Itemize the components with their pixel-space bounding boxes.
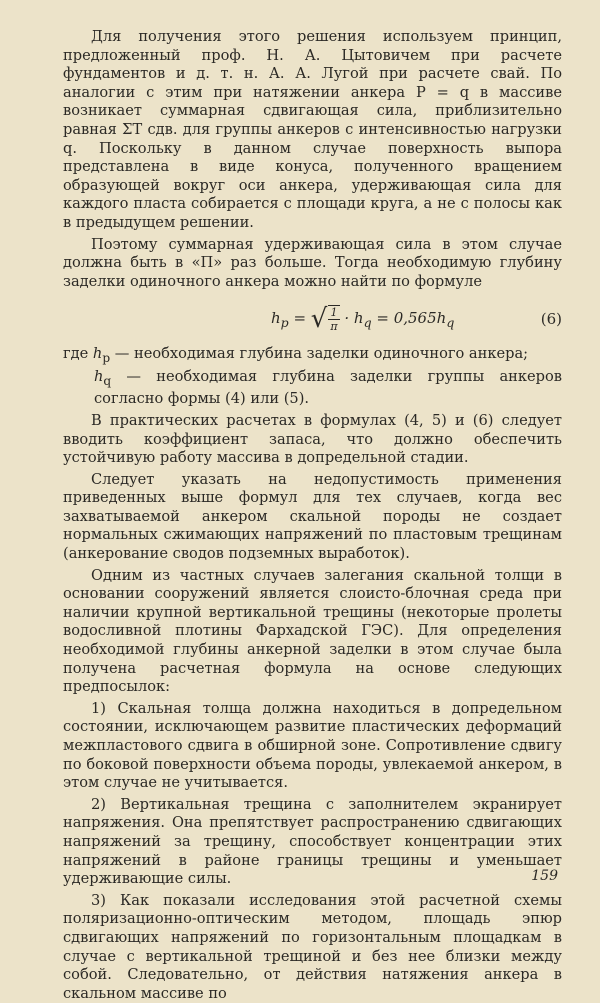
definition-1-symbol: h [92, 345, 103, 363]
paragraph-6: 1) Скальная толща должна находиться в допредельном состоянии, исключающем развитие пластических деформаций межпластового сдвига в обширной зоне. Сопротивление сдвигу по боковой поверхности объема породы, увлекаемой анкером, в этом случае не учитывается. [63, 699, 562, 792]
paragraph-2: Поэтому суммарная удерживающая сила в этом случае должна быть в «П» раз больше. Тогда необходимую глубину заделки одиночного анкера можно найти по формуле [63, 235, 562, 290]
paragraph-5: Одним из частных случаев залегания скальной толщи в основании сооружений является слоисто-блочная среда при наличии крупной вертикальной трещины (некоторые пролеты водосливной плотины Фархадской ГЭС). Для определения необходимой глубины анкерной заделки в этом случае была получена расчетная формула на основе следующих предпосылок: [63, 566, 562, 696]
page-number: 159 [531, 868, 558, 885]
definition-2-sub: q [103, 373, 112, 388]
paragraph-1: Для получения этого решения используем принцип, предложенный проф. Н. А. Цытовичем при расчете фундаментов и д. т. н. А. А. Лугой при расчете свай. По аналогии с этим при натяжении анкера P = q в массиве возникает суммарная сдвигающая сила, приблизительно равная ΣT сдв. для группы анкеров с интенсивностью нагрузки q. Поскольку в данном случае поверхность выпора представлена в виде конуса, полученного вращением образующей вокруг оси анкера, удерживающая сила для каждого пласта собирается с площади круга, а не с полосы как в предыдущем решении. [63, 28, 562, 231]
paragraph-3: В практических расчетах в формулах (4, 5) и (6) следует вводить коэффициент запаса, что должно обеспечить устойчивую работу массива в допредельной стадии. [63, 411, 562, 467]
formula-expression [271, 305, 454, 333]
definition-1 [63, 345, 562, 368]
formula-6 [63, 299, 562, 339]
formula-equals: = [288, 309, 311, 328]
formula-middle-sub: q [363, 315, 372, 331]
definition-2 [63, 368, 562, 409]
formula-rhs: = 0,565h [371, 309, 447, 328]
formula-middle: · h [339, 309, 364, 328]
definition-1-text: — необходимая глубина заделки одиночного анкера; [110, 345, 529, 363]
definition-2-symbol: h [94, 367, 104, 385]
sqrt-sign: √ [310, 304, 328, 335]
formula-rhs-sub: q [446, 315, 455, 331]
paragraph-7: 2) Вертикальная трещина с заполнителем экранирует напряжения. Она препятствует распространению сдвигающих напряжений за трещину, способствует концентрации этих напряжений в районе границы трещины и уменьшает удерживающие силы. [63, 795, 562, 888]
formula-number: (6) [540, 310, 562, 329]
formula-fraction [328, 305, 339, 333]
definition-1-sub: p [102, 351, 111, 366]
paragraph-8: 3) Как показали исследования этой расчетной схемы поляризационно-оптическим методом, площадь эпюр сдвигающих напряжений по горизонтальным площадкам в случае с вертикальной трещиной и без нее близки между собой. Следовательно, от действия натяжения анкера в скальном массиве по [63, 891, 562, 1002]
paragraph-4: Следует указать на недопустимость применения приведенных выше формул для тех случаев, когда вес захватываемой анкером скальной породы не создает нормальных сжимающих напряжений по пластовым трещинам (анкерование сводов подземных выработок). [63, 470, 562, 563]
fraction-denominator: π [330, 320, 338, 334]
fraction-numerator: 1 [328, 306, 339, 320]
definition-2-text: — необходимая глубина заделки группы анкеров согласно формы (4) или (5). [94, 367, 562, 408]
definition-intro: где [63, 345, 93, 363]
formula-definitions [63, 345, 562, 409]
formula-lhs: h [271, 309, 281, 328]
formula-lhs-sub: p [280, 315, 289, 331]
